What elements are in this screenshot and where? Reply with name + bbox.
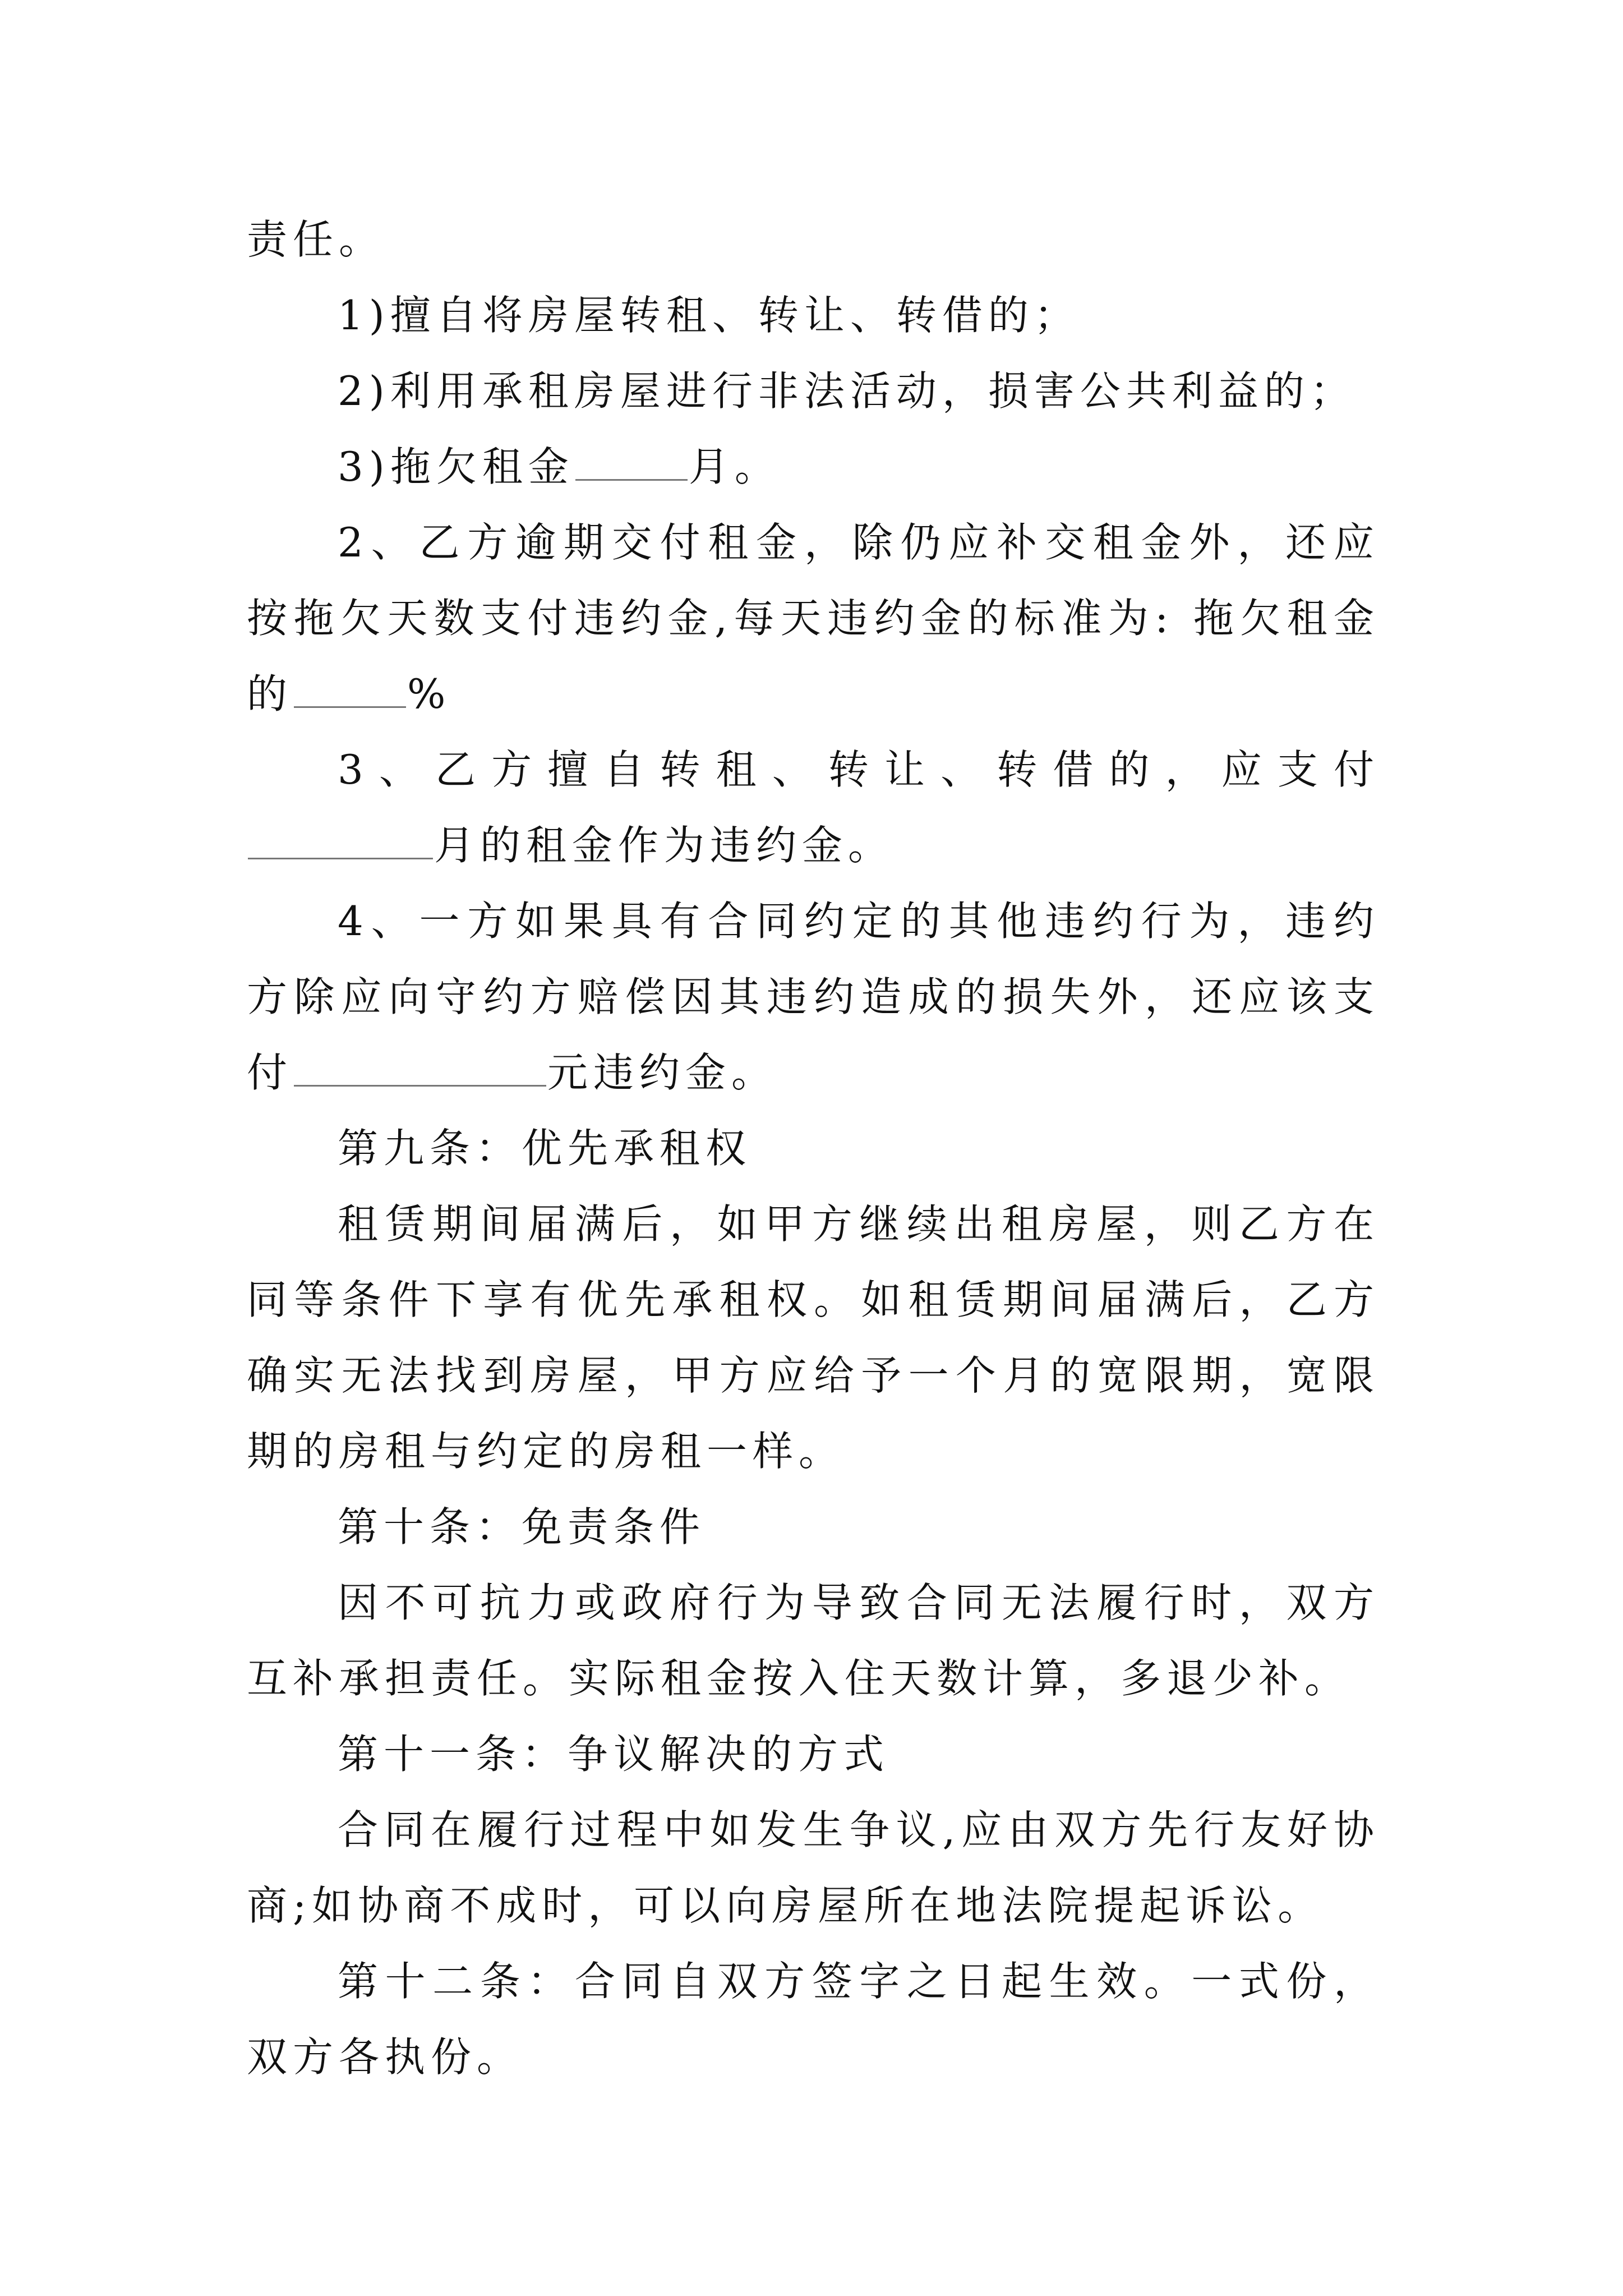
late-payment-penalty-text: 2、乙方逾期交付租金，除仍应补交租金外，还应按拖欠天数支付违约金,每天违约金的标准为: 拖欠租金的: [247, 519, 1380, 717]
paragraph-liability-end: [247, 202, 1380, 278]
arrears-months-blank[interactable]: [575, 444, 688, 481]
article-9-heading-text: 第九条：优先承租权: [338, 1125, 752, 1172]
sublet-penalty-months-blank[interactable]: [248, 823, 433, 859]
article-12-text: 第十二条：合同自双方签字之日起生效。一式份，双方各执份。: [247, 1958, 1380, 2081]
other-breach-penalty-suffix: 元违约金。: [547, 1049, 778, 1096]
arrears-clause-text: 3)拖欠租金: [338, 443, 574, 490]
article-9-heading: [247, 1111, 1380, 1186]
paragraph-arrears-clause: [247, 429, 1380, 505]
paragraph-sublet-clause: [247, 278, 1380, 353]
liability-end-text: 责任。: [247, 216, 385, 263]
other-breach-amount-blank[interactable]: [294, 1050, 546, 1087]
sublet-penalty-text: 3、乙方擅自转租、转让、转借的，应支付: [338, 746, 1380, 793]
article-10-body: [247, 1565, 1380, 1717]
sublet-clause-text: 1)擅自将房屋转租、转让、转借的；: [338, 292, 1080, 339]
article-12: [247, 1944, 1380, 2095]
article-11-heading-text: 第十一条：争议解决的方式: [338, 1731, 890, 1778]
other-breach-penalty-text: 4、一方如果具有合同约定的其他违约行为，违约方除应向守约方赔偿因其违约造成的损失外，还应该支付: [247, 898, 1380, 1096]
paragraph-late-payment-penalty: [247, 505, 1380, 732]
article-10-heading-text: 第十条：免责条件: [338, 1503, 706, 1550]
paragraph-other-breach-penalty: [247, 884, 1380, 1111]
article-9-body-text: 租赁期间届满后，如甲方继续出租房屋，则乙方在同等条件下享有优先承租权。如租赁期间届满后，乙方确实无法找到房屋，甲方应给予一个月的宽限期，宽限期的房租与约定的房租一样。: [247, 1200, 1380, 1475]
document-body: [247, 202, 1380, 2095]
penalty-percent-sign: %: [407, 670, 451, 717]
article-11-heading: [247, 1717, 1380, 1792]
article-11-body-text: 合同在履行过程中如发生争议,应由双方先行友好协商;如协商不成时，可以向房屋所在地法院提起诉讼。: [247, 1806, 1380, 1929]
article-11-body: [247, 1792, 1380, 1944]
sublet-penalty-suffix: 月的租金作为违约金。: [434, 822, 895, 869]
article-9-body: [247, 1186, 1380, 1489]
illegal-use-clause-text: 2)利用承租房屋进行非法活动，损害公共利益的；: [338, 367, 1356, 415]
arrears-clause-suffix: 月。: [688, 443, 781, 490]
penalty-percent-blank[interactable]: [294, 671, 406, 708]
paragraph-illegal-use-clause: [247, 353, 1380, 429]
paragraph-sublet-penalty: [247, 732, 1380, 884]
article-10-body-text: 因不可抗力或政府行为导致合同无法履行时，双方互补承担责任。实际租金按入住天数计算，多退少补。: [247, 1579, 1380, 1702]
article-10-heading: [247, 1489, 1380, 1565]
